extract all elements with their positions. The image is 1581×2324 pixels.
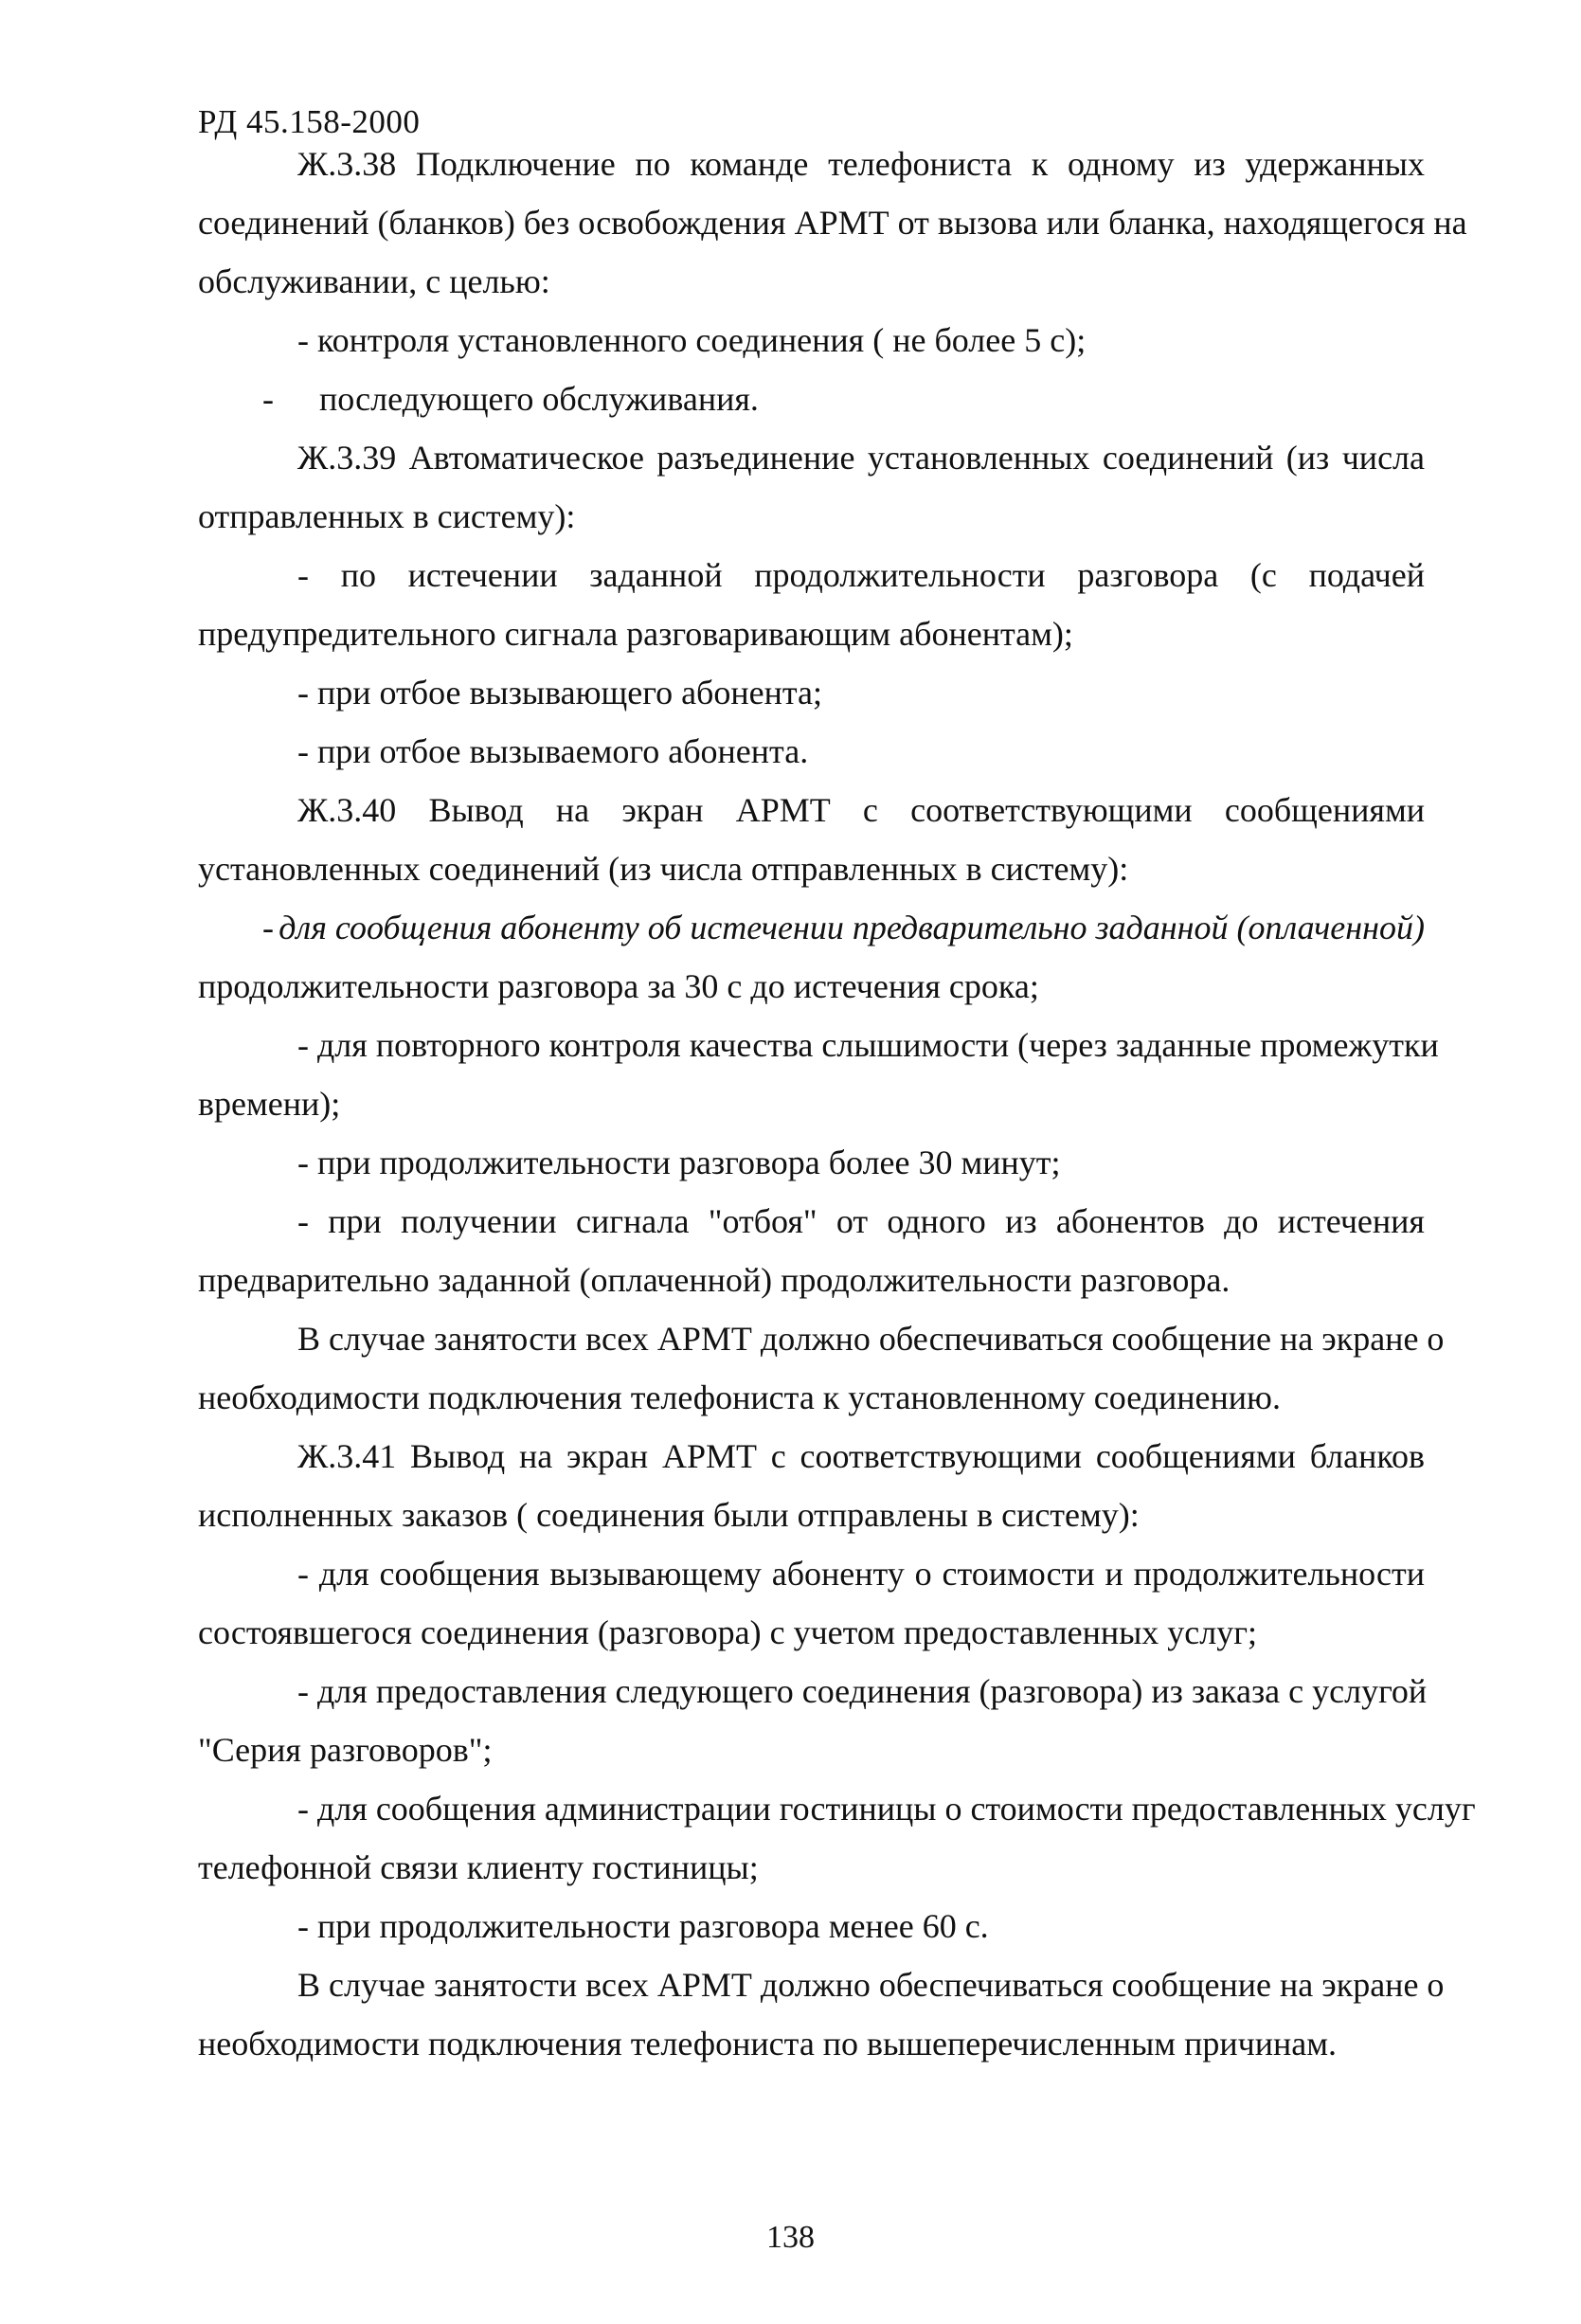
list-item: - по истечении заданной продолжительности разговора (с подачей — [297, 556, 1425, 594]
paragraph-line: необходимости подключения телефониста к установленному соединению. — [198, 1378, 1281, 1416]
list-item: - для предоставления следующего соединения (разговора) из заказа с услугой — [297, 1672, 1428, 1710]
paragraph-line: исполненных заказов ( соединения были отправлены в систему): — [198, 1496, 1140, 1534]
paragraph-line: телефонной связи клиенту гостиницы; — [198, 1848, 759, 1886]
paragraph-line: В случае занятости всех АРМТ должно обеспечиваться сообщение на экране о — [297, 1966, 1445, 2004]
list-item-text: последующего обслуживания. — [319, 380, 759, 418]
list-item: - при получении сигнала "отбоя" от одного из абонентов до истечения — [297, 1202, 1425, 1240]
paragraph-line: установленных соединений (из числа отправленных в систему): — [198, 850, 1129, 888]
list-item: - при отбое вызываемого абонента. — [297, 732, 809, 770]
list-item: - для сообщения вызывающему абоненту о стоимости и продолжительности — [297, 1555, 1425, 1593]
list-item — [198, 908, 1425, 966]
paragraph-line: Ж.3.41 Вывод на экран АРМТ с соответствующими сообщениями бланков — [297, 1437, 1425, 1475]
paragraph-line: Ж.3.39 Автоматическое разъединение установленных соединений (из числа — [297, 439, 1425, 477]
list-item: - для сообщения администрации гостиницы о стоимости предоставленных услуг — [297, 1790, 1476, 1828]
list-item: - при продолжительности разговора более 30 минут; — [297, 1144, 1061, 1181]
list-item: - контроля установленного соединения ( не более 5 с); — [297, 321, 1087, 359]
list-item — [198, 379, 1425, 438]
document-body — [198, 144, 1476, 2082]
paragraph-line: Ж.3.38 Подключение по команде телефониста к одному из удержанных — [297, 145, 1425, 183]
paragraph-line: Ж.3.40 Вывод на экран АРМТ с соответствующими сообщениями — [297, 791, 1425, 829]
list-dash: - — [262, 909, 274, 946]
paragraph-line: обслуживании, с целью: — [198, 262, 550, 300]
paragraph-line: "Серия разговоров"; — [198, 1731, 493, 1769]
paragraph-line: состоявшегося соединения (разговора) с учетом предоставленных услуг; — [198, 1613, 1258, 1651]
list-dash: - — [262, 380, 274, 418]
paragraph-line: В случае занятости всех АРМТ должно обеспечиваться сообщение на экране о — [297, 1320, 1445, 1358]
paragraph-line: предупредительного сигнала разговаривающим абонентам); — [198, 615, 1073, 653]
page-number: 138 — [766, 2220, 815, 2255]
document-code: РД 45.158-2000 — [198, 103, 421, 140]
paragraph-line: продолжительности разговора за 30 с до истечения срока; — [198, 967, 1039, 1005]
list-item: - для повторного контроля качества слышимости (через заданные промежутки — [297, 1026, 1439, 1064]
list-item: - при отбое вызывающего абонента; — [297, 674, 823, 712]
paragraph-line: соединений (бланков) без освобождения АРМТ от вызова или бланка, находящегося на — [198, 204, 1467, 242]
list-item-text: для сообщения абоненту об истечении предварительно заданной (оплаченной) — [278, 909, 1425, 946]
list-item: - при продолжительности разговора менее 60 с. — [297, 1907, 989, 1945]
paragraph-line: предварительно заданной (оплаченной) продолжительности разговора. — [198, 1261, 1231, 1299]
paragraph-line: времени); — [198, 1085, 341, 1123]
paragraph-line: необходимости подключения телефониста по вышеперечисленным причинам. — [198, 2025, 1337, 2063]
paragraph-line: отправленных в систему): — [198, 497, 576, 535]
